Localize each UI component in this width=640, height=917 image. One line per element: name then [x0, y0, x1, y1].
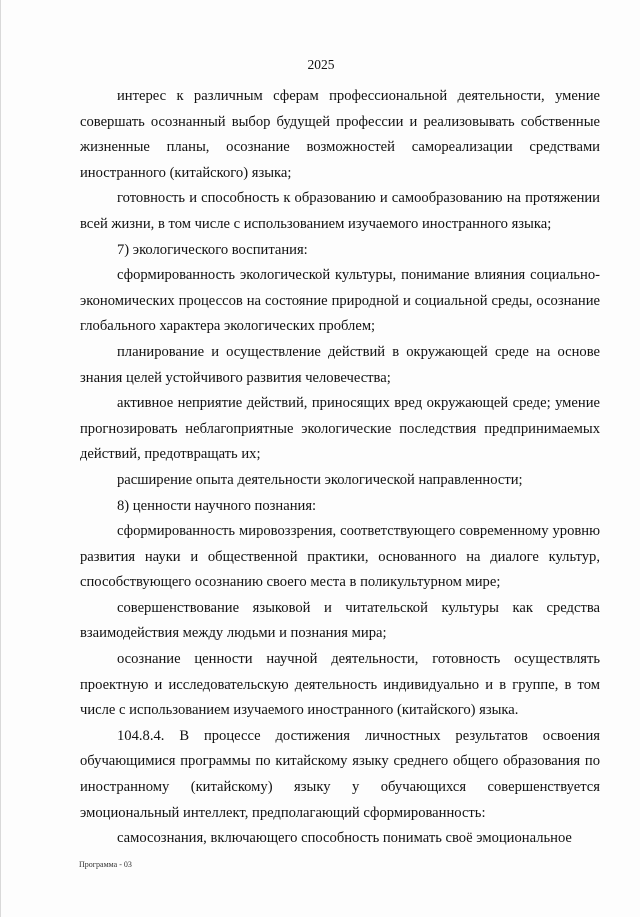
paragraph-5: планирование и осуществление действий в окружающей среде на основе знания целей устойчивого развития человечества; [80, 343, 600, 386]
paragraph-1: интерес к различным сферам профессиональной деятельности, умение совершать осознанный выбор будущей профессии и реализовывать собственные жизненные планы, осознание возможностей самореализации средствами иностранного (китайского) языка; [80, 88, 600, 181]
paragraph-3: 7) экологического воспитания: [117, 241, 308, 258]
paragraph-9: сформированность мировоззрения, соответствующего современному уровню развития науки и общественной практики, основанного на диалоге культур, способствующего осознанию своего места в поликультурном мире; [80, 523, 600, 591]
paragraph-2: готовность и способность к образованию и самообразованию на протяжении всей жизни, в том числе с использованием изучаемого иностранного языка; [80, 190, 600, 232]
footer-label: Программа - 03 [79, 860, 132, 869]
paragraph-8: 8) ценности научного познания: [117, 497, 317, 514]
paragraph-10: совершенствование языковой и читательской культуры как средства взаимодействия между людьми и познания мира; [80, 599, 600, 642]
paragraph-11: осознание ценности научной деятельности, готовность осуществлять проектную и исследовательскую деятельность индивидуально и в группе, в том числе с использованием изучаемого иностранного (китайского) языка. [80, 651, 600, 719]
paragraph-13: самосознания, включающего способность понимать своё эмоциональное [117, 830, 572, 847]
document-body [80, 84, 600, 852]
paragraph-7: расширение опыта деятельности экологической направленности; [117, 471, 523, 488]
paragraph-4: сформированность экологической культуры, понимание влияния социально-экономических процессов на состояние природной и социальной среды, осознание глобального характера экологических проблем; [80, 267, 600, 335]
page-number: 2025 [307, 57, 335, 72]
paragraph-6: активное неприятие действий, приносящих вред окружающей среде; умение прогнозировать неблагоприятные экологические последствия предпринимаемых действий, предотвращать их; [80, 395, 600, 463]
paragraph-12: 104.8.4. В процессе достижения личностных результатов освоения обучающимися программы по китайскому языку среднего общего образования по иностранному (китайскому) языку у обучающихся совершенствуется эмоциональный интеллект, предполагающий сформированность: [80, 727, 600, 821]
